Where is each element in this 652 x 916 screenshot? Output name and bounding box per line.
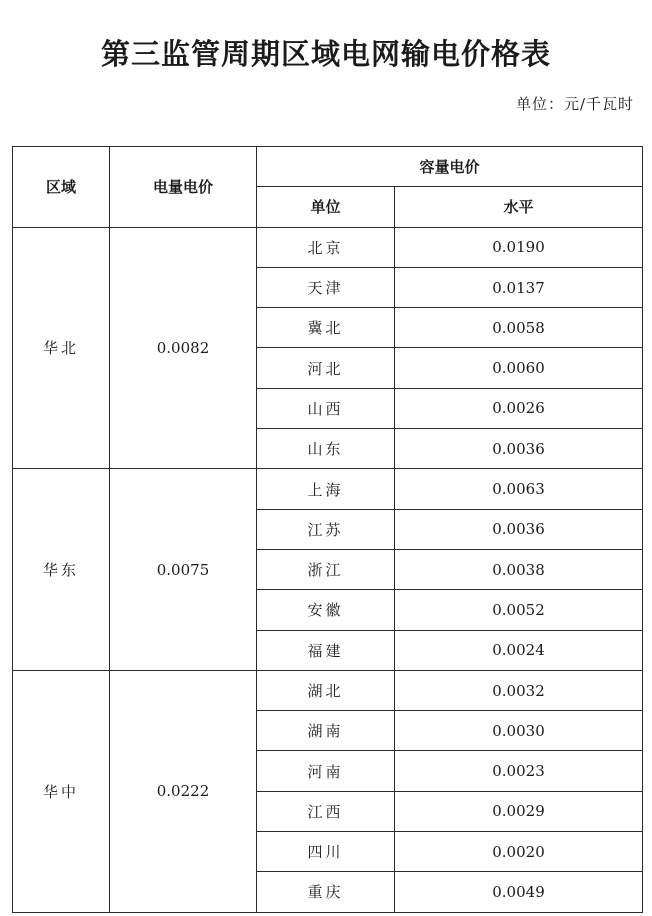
capacity-unit: 天津 (257, 267, 395, 307)
capacity-level: 0.0060 (395, 348, 643, 388)
header-capacity-price: 容量电价 (257, 147, 643, 187)
table-row (13, 670, 643, 710)
capacity-level: 0.0049 (395, 872, 643, 912)
header-level: 水平 (395, 187, 643, 227)
header-region: 区域 (13, 147, 110, 228)
capacity-unit: 湖南 (257, 711, 395, 751)
capacity-level: 0.0038 (395, 549, 643, 589)
capacity-level: 0.0024 (395, 630, 643, 670)
capacity-level: 0.0137 (395, 267, 643, 307)
page-title: 第三监管周期区域电网输电价格表 (100, 37, 551, 71)
capacity-unit: 浙江 (257, 549, 395, 589)
capacity-level: 0.0052 (395, 590, 643, 630)
capacity-unit: 冀北 (257, 308, 395, 348)
capacity-unit: 山东 (257, 429, 395, 469)
region-name: 华东 (13, 469, 110, 670)
capacity-level: 0.0036 (395, 509, 643, 549)
capacity-unit: 四川 (257, 832, 395, 872)
capacity-unit: 重庆 (257, 872, 395, 912)
capacity-level: 0.0023 (395, 751, 643, 791)
price-table (12, 146, 643, 913)
energy-price-value: 0.0082 (110, 227, 257, 469)
table-row (13, 227, 643, 267)
capacity-level: 0.0036 (395, 429, 643, 469)
capacity-unit: 江西 (257, 791, 395, 831)
capacity-unit: 安徽 (257, 590, 395, 630)
energy-price-value: 0.0075 (110, 469, 257, 670)
region-name: 华北 (13, 227, 110, 469)
table-header (13, 147, 643, 228)
capacity-level: 0.0030 (395, 711, 643, 751)
unit-note: 单位：元/千瓦时 (515, 95, 634, 113)
capacity-level: 0.0032 (395, 670, 643, 710)
capacity-unit: 山西 (257, 388, 395, 428)
capacity-level: 0.0190 (395, 227, 643, 267)
capacity-level: 0.0026 (395, 388, 643, 428)
capacity-level: 0.0020 (395, 832, 643, 872)
capacity-unit: 福建 (257, 630, 395, 670)
header-energy-price: 电量电价 (110, 147, 257, 228)
capacity-level: 0.0029 (395, 791, 643, 831)
capacity-unit: 湖北 (257, 670, 395, 710)
region-name: 华中 (13, 670, 110, 912)
capacity-unit: 河北 (257, 348, 395, 388)
table-body (13, 227, 643, 912)
capacity-unit: 河南 (257, 751, 395, 791)
capacity-level: 0.0058 (395, 308, 643, 348)
header-unit: 单位 (257, 187, 395, 227)
energy-price-value: 0.0222 (110, 670, 257, 912)
capacity-level: 0.0063 (395, 469, 643, 509)
capacity-unit: 上海 (257, 469, 395, 509)
table-row (13, 469, 643, 509)
capacity-unit: 北京 (257, 227, 395, 267)
capacity-unit: 江苏 (257, 509, 395, 549)
